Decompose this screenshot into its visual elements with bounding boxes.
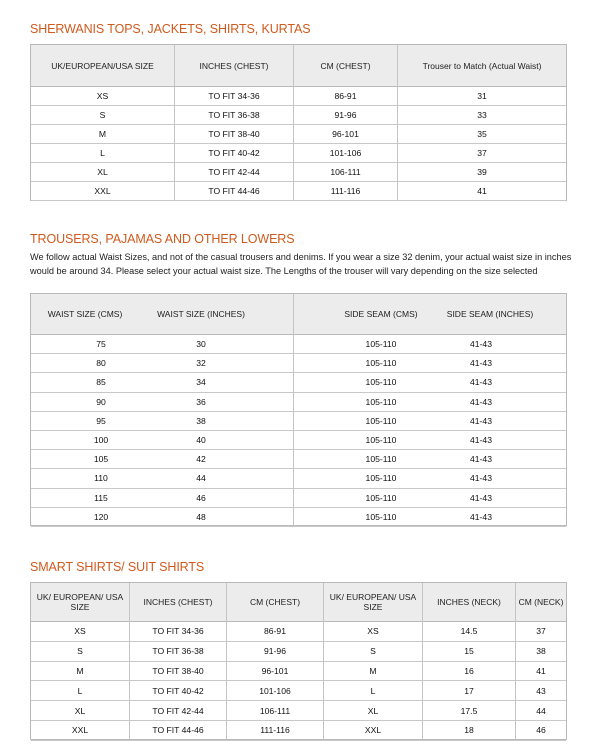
table-cell: 41-43: [470, 377, 492, 388]
table-cell: 40: [196, 435, 206, 446]
table-cell: 105-110: [365, 454, 397, 465]
table-cell: M: [369, 665, 377, 676]
table-cell: XL: [367, 705, 379, 716]
table-cell: 41-43: [470, 473, 492, 484]
table-row: [31, 469, 566, 488]
shirts-header-cell: INCHES (CHEST): [143, 597, 213, 607]
trousers-header-cell: WAIST SIZE (CMS): [47, 309, 123, 319]
table-cell: 41-43: [470, 358, 492, 369]
table-cell: 46: [196, 492, 206, 503]
table-cell: S: [370, 646, 376, 657]
table-row: [31, 163, 566, 182]
table-cell: TO FIT 44-46: [208, 186, 260, 196]
table-cell: 48: [196, 511, 206, 522]
table-row: [31, 373, 566, 392]
trousers-section-title: TROUSERS, PAJAMAS AND OTHER LOWERS: [30, 232, 295, 246]
table-cell: 41: [536, 665, 546, 676]
sherwani-section-title: SHERWANIS TOPS, JACKETS, SHIRTS, KURTAS: [30, 22, 311, 36]
table-row: [31, 354, 566, 373]
trousers-size-table: [30, 293, 567, 526]
table-cell: XXL: [71, 725, 89, 736]
table-cell: XXL: [364, 725, 382, 736]
table-cell: 95: [96, 415, 106, 426]
table-cell: XL: [74, 705, 86, 716]
table-cell: 41-43: [470, 511, 492, 522]
table-cell: 105-110: [365, 511, 397, 522]
table-cell: 105-110: [365, 358, 397, 369]
shirts-header-cell: CM (NECK): [518, 597, 564, 607]
table-cell: 30: [196, 339, 206, 350]
table-cell: 106-111: [259, 705, 291, 716]
table-cell: 105-110: [365, 492, 397, 503]
table-row: [31, 721, 566, 741]
table-cell: 43: [536, 685, 546, 696]
table-row: [31, 87, 566, 106]
column-divider: [293, 294, 294, 525]
table-cell: 41-43: [470, 396, 492, 407]
table-row: [31, 393, 566, 412]
table-row: [31, 335, 566, 354]
table-cell: TO FIT 42-44: [208, 167, 260, 177]
table-cell: 86-91: [334, 91, 357, 101]
table-row: [31, 182, 566, 201]
table-row: [31, 508, 566, 527]
column-divider: [174, 45, 175, 200]
shirts-section-title: SMART SHIRTS/ SUIT SHIRTS: [30, 560, 205, 574]
table-cell: TO FIT 34-36: [208, 91, 260, 101]
table-cell: 38: [196, 415, 206, 426]
table-cell: 44: [536, 705, 546, 716]
table-cell: TO FIT 38-40: [208, 129, 260, 139]
table-cell: 75: [96, 339, 106, 350]
trousers-header-cell: SIDE SEAM (CMS): [344, 309, 418, 319]
table-cell: 105-110: [365, 473, 397, 484]
table-cell: 41-43: [470, 339, 492, 350]
shirts-size-table: [30, 582, 567, 740]
table-cell: 96-101: [332, 129, 359, 139]
shirts-header-cell: UK/ EUROPEAN/ USA SIZE: [329, 592, 417, 612]
table-cell: 105-110: [365, 396, 397, 407]
table-row: [31, 431, 566, 450]
column-divider: [515, 583, 516, 739]
table-row: [31, 662, 566, 682]
table-cell: 18: [464, 725, 474, 736]
table-cell: L: [100, 148, 105, 158]
table-cell: 90: [96, 396, 106, 407]
table-cell: 37: [536, 626, 546, 637]
trousers-table-header: [31, 294, 566, 335]
table-cell: 41: [477, 186, 487, 196]
shirts-header-cell: INCHES (NECK): [437, 597, 501, 607]
table-cell: XS: [74, 626, 86, 637]
table-cell: 105-110: [365, 377, 397, 388]
table-cell: TO FIT 34-36: [152, 626, 204, 637]
table-cell: XS: [96, 91, 109, 101]
table-cell: M: [76, 665, 84, 676]
table-cell: 85: [96, 377, 106, 388]
table-cell: S: [77, 646, 83, 657]
table-cell: 16: [464, 665, 474, 676]
column-divider: [397, 45, 398, 200]
table-cell: TO FIT 40-42: [152, 685, 204, 696]
table-cell: 36: [196, 396, 206, 407]
shirts-table-header: [31, 583, 566, 622]
table-cell: 39: [477, 167, 487, 177]
table-row: [31, 642, 566, 662]
table-cell: 96-101: [261, 665, 289, 676]
table-row: [31, 412, 566, 431]
sherwani-header-cell: CM (CHEST): [320, 60, 371, 71]
table-cell: 41-43: [470, 435, 492, 446]
column-divider: [422, 583, 423, 739]
table-cell: XXL: [94, 186, 111, 196]
table-cell: 32: [196, 358, 206, 369]
table-cell: TO FIT 42-44: [152, 705, 204, 716]
table-cell: 86-91: [264, 626, 286, 637]
table-cell: 105-110: [365, 415, 397, 426]
table-cell: 91-96: [334, 110, 357, 120]
table-cell: 35: [477, 129, 487, 139]
table-cell: 111-116: [260, 725, 290, 736]
table-cell: TO FIT 44-46: [152, 725, 204, 736]
table-row: [31, 681, 566, 701]
table-row: [31, 701, 566, 721]
table-cell: L: [370, 685, 376, 696]
sherwani-header-cell: Trouser to Match (Actual Waist): [422, 60, 542, 71]
table-row: [31, 489, 566, 508]
sherwani-table-header: [31, 45, 566, 87]
trousers-header-cell: SIDE SEAM (INCHES): [446, 309, 534, 319]
table-cell: 105-110: [365, 339, 397, 350]
table-row: [31, 125, 566, 144]
table-cell: 101-106: [329, 148, 362, 158]
table-cell: 37: [477, 148, 487, 158]
table-cell: 110: [94, 473, 108, 484]
table-cell: TO FIT 40-42: [208, 148, 260, 158]
table-row: [31, 450, 566, 469]
table-cell: 44: [196, 473, 206, 484]
table-cell: 41-43: [470, 454, 492, 465]
table-cell: 120: [93, 511, 109, 522]
table-cell: 17.5: [460, 705, 478, 716]
table-cell: 15: [464, 646, 474, 657]
table-cell: 34: [196, 377, 206, 388]
table-cell: 33: [477, 110, 487, 120]
column-divider: [226, 583, 227, 739]
table-cell: 101-106: [259, 685, 291, 696]
trousers-intro-text: We follow actual Waist Sizes, and not of the casual trousers and denims. If you wear a size 32 denim, your actual waist size in inches would be around 34. Please select your actual waist size. The Lengths of the trouser will vary depending on the size selected: [30, 252, 572, 276]
column-divider: [293, 45, 294, 200]
table-cell: 41-43: [470, 492, 492, 503]
table-cell: TO FIT 38-40: [152, 665, 204, 676]
sherwani-size-table: [30, 44, 567, 201]
table-cell: 100: [93, 435, 109, 446]
table-cell: 91-96: [264, 646, 286, 657]
table-cell: 38: [536, 646, 546, 657]
shirts-header-cell: UK/ EUROPEAN/ USA SIZE: [36, 592, 124, 612]
table-row: [31, 144, 566, 163]
table-cell: S: [99, 110, 106, 120]
table-cell: 106-111: [330, 167, 361, 177]
table-cell: 41-43: [470, 415, 492, 426]
table-row: [31, 106, 566, 125]
table-cell: XL: [97, 167, 108, 177]
table-cell: 17: [464, 685, 474, 696]
table-cell: M: [98, 129, 107, 139]
table-cell: XS: [367, 626, 379, 637]
table-cell: 105-110: [365, 435, 397, 446]
trousers-header-cell: WAIST SIZE (INCHES): [157, 309, 245, 319]
table-cell: TO FIT 36-38: [152, 646, 204, 657]
table-row: [31, 622, 566, 642]
table-cell: 42: [196, 454, 206, 465]
sherwani-header-cell: UK/EUROPEAN/USA SIZE: [51, 60, 154, 71]
table-cell: 14.5: [460, 626, 478, 637]
table-cell: 115: [94, 492, 108, 503]
shirts-header-cell: CM (CHEST): [249, 597, 301, 607]
sherwani-header-cell: INCHES (CHEST): [199, 60, 269, 71]
table-cell: L: [77, 685, 83, 696]
table-cell: TO FIT 36-38: [208, 110, 260, 120]
column-divider: [129, 583, 130, 739]
column-divider: [323, 583, 324, 739]
table-cell: 80: [96, 358, 106, 369]
table-cell: 46: [536, 725, 546, 736]
table-cell: 105: [93, 454, 109, 465]
table-cell: 31: [477, 91, 487, 101]
table-cell: 111-116: [330, 186, 361, 196]
